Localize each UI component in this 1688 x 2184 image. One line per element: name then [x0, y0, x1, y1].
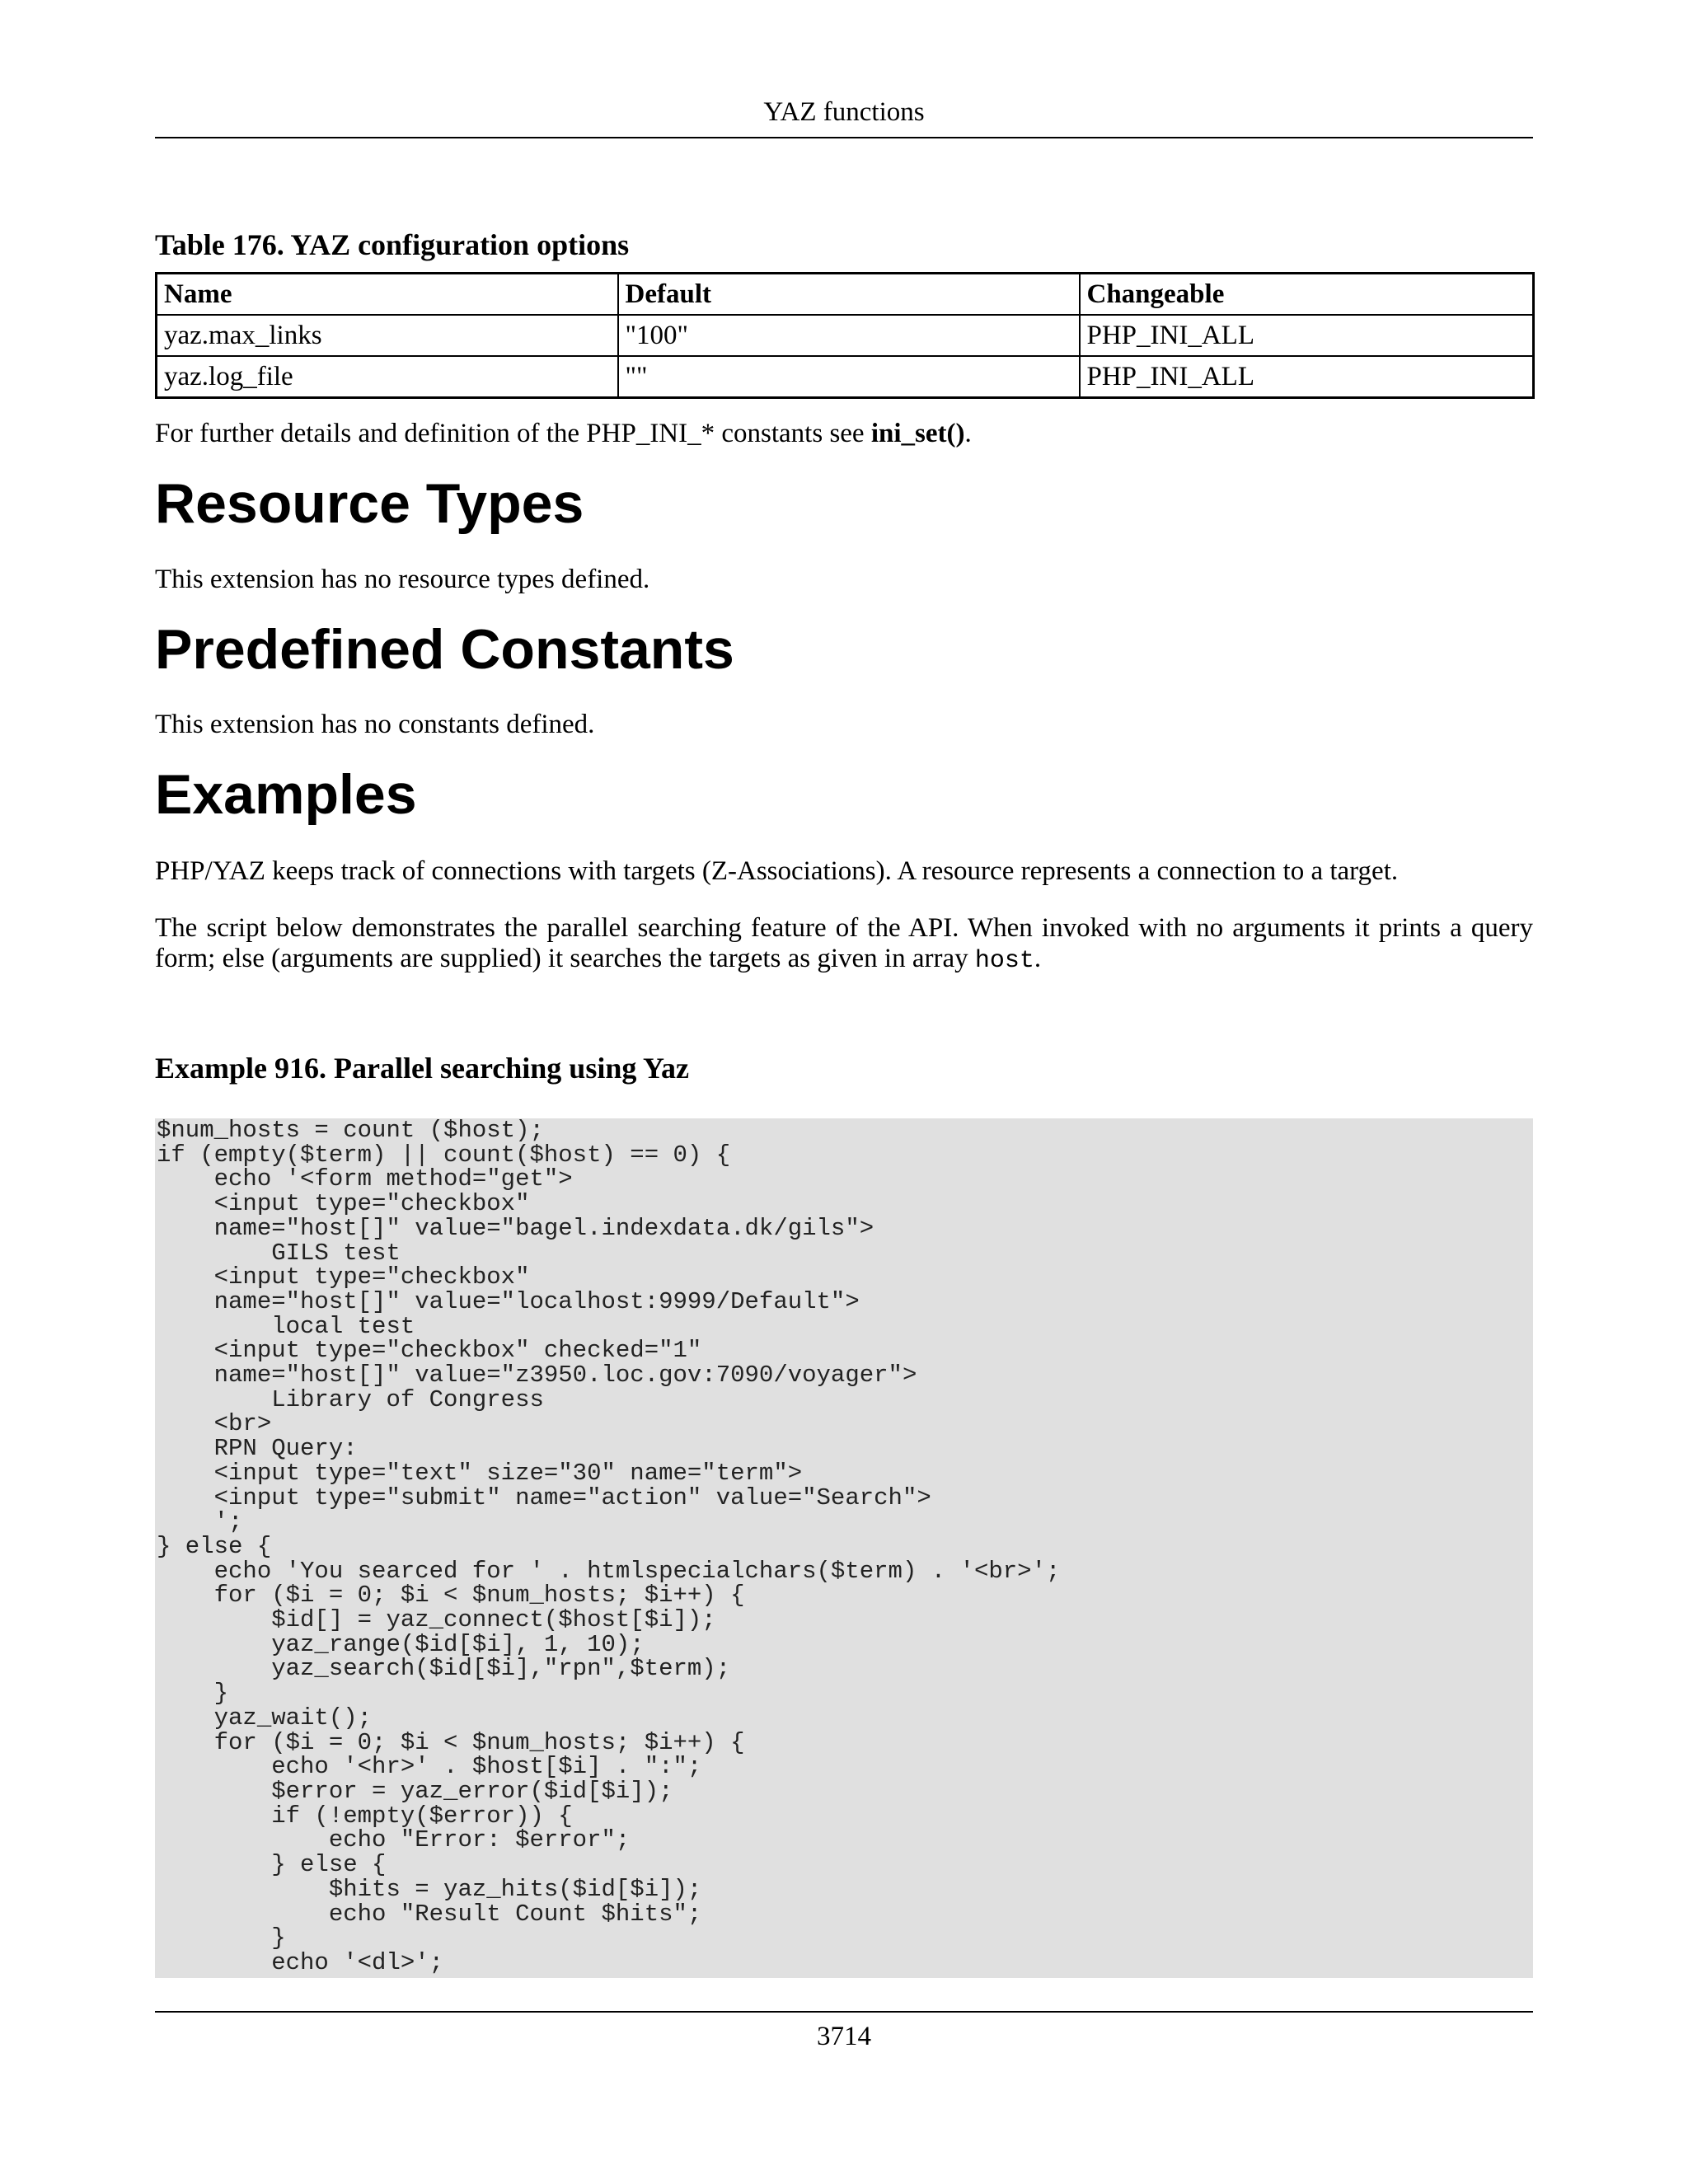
heading-resource-types: Resource Types	[155, 472, 584, 535]
predefined-constants-body: This extension has no constants defined.	[155, 710, 595, 739]
details-note	[155, 419, 1533, 449]
header-rule	[155, 137, 1533, 138]
table-row	[157, 315, 1534, 356]
table-header-row	[157, 274, 1534, 316]
table-row	[157, 356, 1534, 398]
column-header-default: Default	[618, 274, 1080, 316]
footer-rule	[155, 2011, 1533, 2013]
column-header-changeable: Changeable	[1080, 274, 1534, 316]
config-options-table	[155, 272, 1535, 399]
cell-name: yaz.max_links	[157, 315, 618, 356]
resource-types-body: This extension has no resource types defined.	[155, 565, 650, 594]
details-note-end: .	[964, 419, 972, 448]
heading-predefined-constants: Predefined Constants	[155, 618, 734, 681]
host-inline-code: host	[974, 947, 1034, 975]
cell-name: yaz.log_file	[157, 356, 618, 398]
example-caption: Example 916. Parallel searching using Yaz	[155, 1052, 689, 1085]
column-header-name: Name	[157, 274, 618, 316]
cell-default: "100"	[618, 315, 1080, 356]
page-header-title: YAZ functions	[763, 97, 925, 127]
details-note-text: For further details and definition of the PHP_INI_* constants see	[155, 419, 871, 448]
heading-examples: Examples	[155, 763, 417, 826]
table-caption: Table 176. YAZ configuration options	[155, 228, 630, 261]
script-paragraph-end: .	[1034, 944, 1042, 973]
script-paragraph-text: The script below demonstrates the parallel searching feature of the API. When invoked with no arguments it prints a query form; else (arguments are supplied) it searches the targets as given in array	[155, 913, 1533, 973]
cell-changeable: PHP_INI_ALL	[1080, 356, 1534, 398]
ini-set-link[interactable]: ini_set()	[870, 419, 965, 448]
examples-script-paragraph	[155, 913, 1533, 977]
cell-changeable: PHP_INI_ALL	[1080, 315, 1534, 356]
page-number: 3714	[817, 2022, 871, 2051]
examples-intro-paragraph: PHP/YAZ keeps track of connections with targets (Z-Associations). A resource represents a connection to a target.	[155, 856, 1399, 886]
cell-default: ""	[618, 356, 1080, 398]
code-listing: $num_hosts = count ($host); if (empty($term) || count($host) == 0) { echo '<form method="get"> <input type="checkbox" name="host[]" value="bagel.indexdata.dk/gils"> GILS test <input type="checkbox" name="host[]" value="localhost:9999/Default"> local test <input type="checkbox" checked="1" name="host[]" value="z3950.loc.gov:7090/voyager"> Library of Congress <br> RPN Query: <input type="text" size="30" name="term"> <input type="submit" name="action" value="Search"> '; } else { echo 'You searced for ' . htmlspecialchars($term) . '<br>'; for ($i = 0; $i < $num_hosts; $i++) { $id[] = yaz_connect($host[$i]); yaz_range($id[$i], 1, 10); yaz_search($id[$i],"rpn",$term); } yaz_wait(); for ($i = 0; $i < $num_hosts; $i++) { echo '<hr>' . $host[$i] . ":"; $error = yaz_error($id[$i]); if (!empty($error)) { echo "Error: $error"; } else { $hits = yaz_hits($id[$i]); echo "Result Count $hits"; } echo '<dl>';	[155, 1118, 1533, 1978]
